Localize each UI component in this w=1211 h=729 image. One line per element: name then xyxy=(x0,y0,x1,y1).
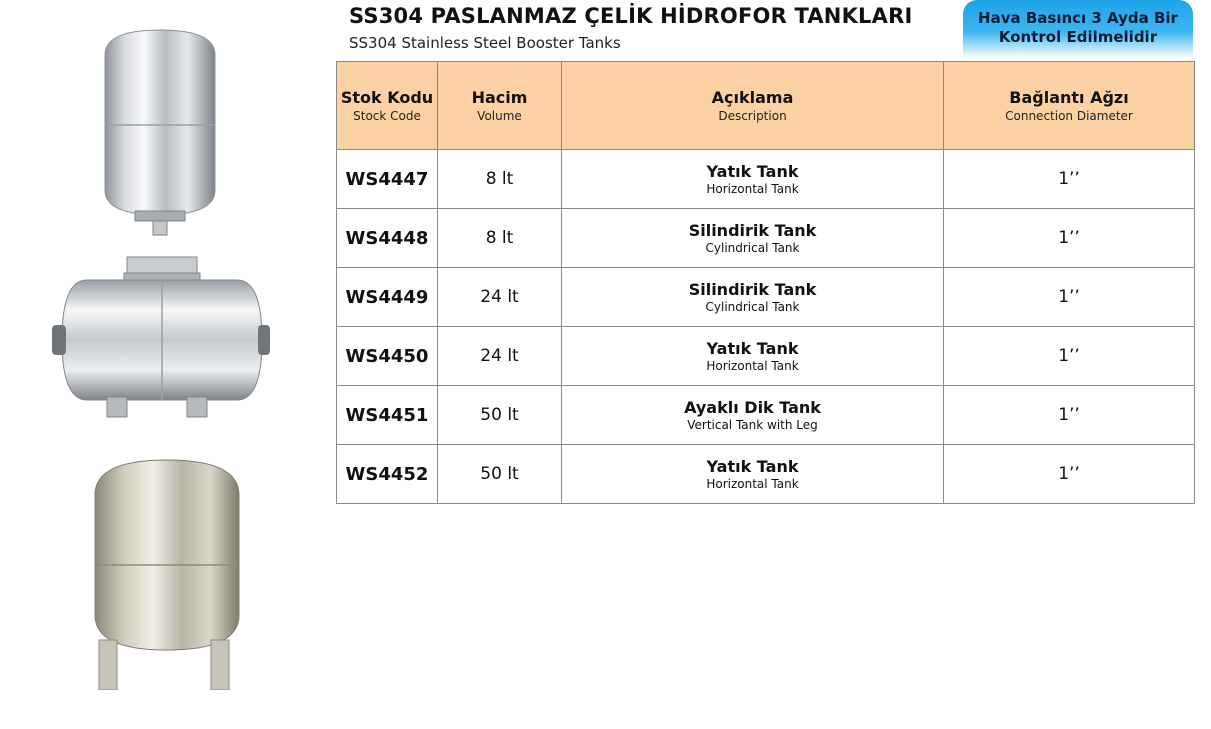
stock-code-cell: WS4450 xyxy=(337,327,438,386)
description-cell xyxy=(562,150,944,209)
page-title: SS304 PASLANMAZ ÇELİK HİDROFOR TANKLARI xyxy=(349,4,913,28)
connection-cell: 1’’ xyxy=(944,268,1195,327)
stock-code-cell: WS4449 xyxy=(337,268,438,327)
badge-line-1: Hava Basıncı 3 Ayda Bir xyxy=(978,9,1178,27)
header-sub-label: Description xyxy=(718,109,787,123)
table-row xyxy=(337,386,1195,445)
description-cell xyxy=(562,209,944,268)
description-tr: Yatık Tank xyxy=(706,162,799,181)
column-header-connection xyxy=(944,62,1195,150)
description-en: Horizontal Tank xyxy=(706,182,799,196)
description-cell xyxy=(562,445,944,504)
table-row xyxy=(337,445,1195,504)
stock-code-cell: WS4448 xyxy=(337,209,438,268)
volume-cell: 24 lt xyxy=(438,268,562,327)
header-label: Bağlantı Ağzı xyxy=(1009,88,1129,107)
connection-cell: 1’’ xyxy=(944,386,1195,445)
page-subtitle: SS304 Stainless Steel Booster Tanks xyxy=(349,34,621,52)
header-sub-label: Stock Code xyxy=(353,109,421,123)
description-en: Cylindrical Tank xyxy=(705,300,800,314)
table-row xyxy=(337,327,1195,386)
description-en: Cylindrical Tank xyxy=(705,241,800,255)
column-header-volume xyxy=(438,62,562,150)
description-cell xyxy=(562,386,944,445)
product-table xyxy=(336,61,1195,504)
volume-cell: 8 lt xyxy=(438,209,562,268)
description-tr: Ayaklı Dik Tank xyxy=(684,398,821,417)
header-label: Açıklama xyxy=(711,88,794,107)
volume-cell: 50 lt xyxy=(438,445,562,504)
stock-code-cell: WS4447 xyxy=(337,150,438,209)
connection-cell: 1’’ xyxy=(944,209,1195,268)
description-en: Horizontal Tank xyxy=(706,359,799,373)
header-sub-label: Volume xyxy=(477,109,522,123)
volume-cell: 8 lt xyxy=(438,150,562,209)
column-header-stock-code xyxy=(337,62,438,150)
description-en: Vertical Tank with Leg xyxy=(687,418,818,432)
table-header-row xyxy=(337,62,1195,150)
vertical-tank-image xyxy=(95,25,235,240)
description-tr: Yatık Tank xyxy=(706,457,799,476)
table-row xyxy=(337,209,1195,268)
description-cell xyxy=(562,327,944,386)
volume-cell: 24 lt xyxy=(438,327,562,386)
header-label: Stok Kodu xyxy=(340,88,434,107)
connection-cell: 1’’ xyxy=(944,327,1195,386)
connection-cell: 1’’ xyxy=(944,150,1195,209)
horizontal-tank-image xyxy=(52,255,277,435)
volume-cell: 50 lt xyxy=(438,386,562,445)
header-sub-label: Connection Diameter xyxy=(1005,109,1133,123)
connection-cell: 1’’ xyxy=(944,445,1195,504)
leg-tank-image xyxy=(25,455,290,690)
description-tr: Silindirik Tank xyxy=(688,221,817,240)
description-tr: Yatık Tank xyxy=(706,339,799,358)
description-tr: Silindirik Tank xyxy=(688,280,817,299)
header-label: Hacim xyxy=(471,88,528,107)
table-row xyxy=(337,150,1195,209)
description-en: Horizontal Tank xyxy=(706,477,799,491)
stock-code-cell: WS4451 xyxy=(337,386,438,445)
badge-line-2: Kontrol Edilmelidir xyxy=(998,28,1158,46)
description-cell xyxy=(562,268,944,327)
column-header-description xyxy=(562,62,944,150)
stock-code-cell: WS4452 xyxy=(337,445,438,504)
table-row xyxy=(337,268,1195,327)
pressure-notice-badge xyxy=(963,0,1193,58)
